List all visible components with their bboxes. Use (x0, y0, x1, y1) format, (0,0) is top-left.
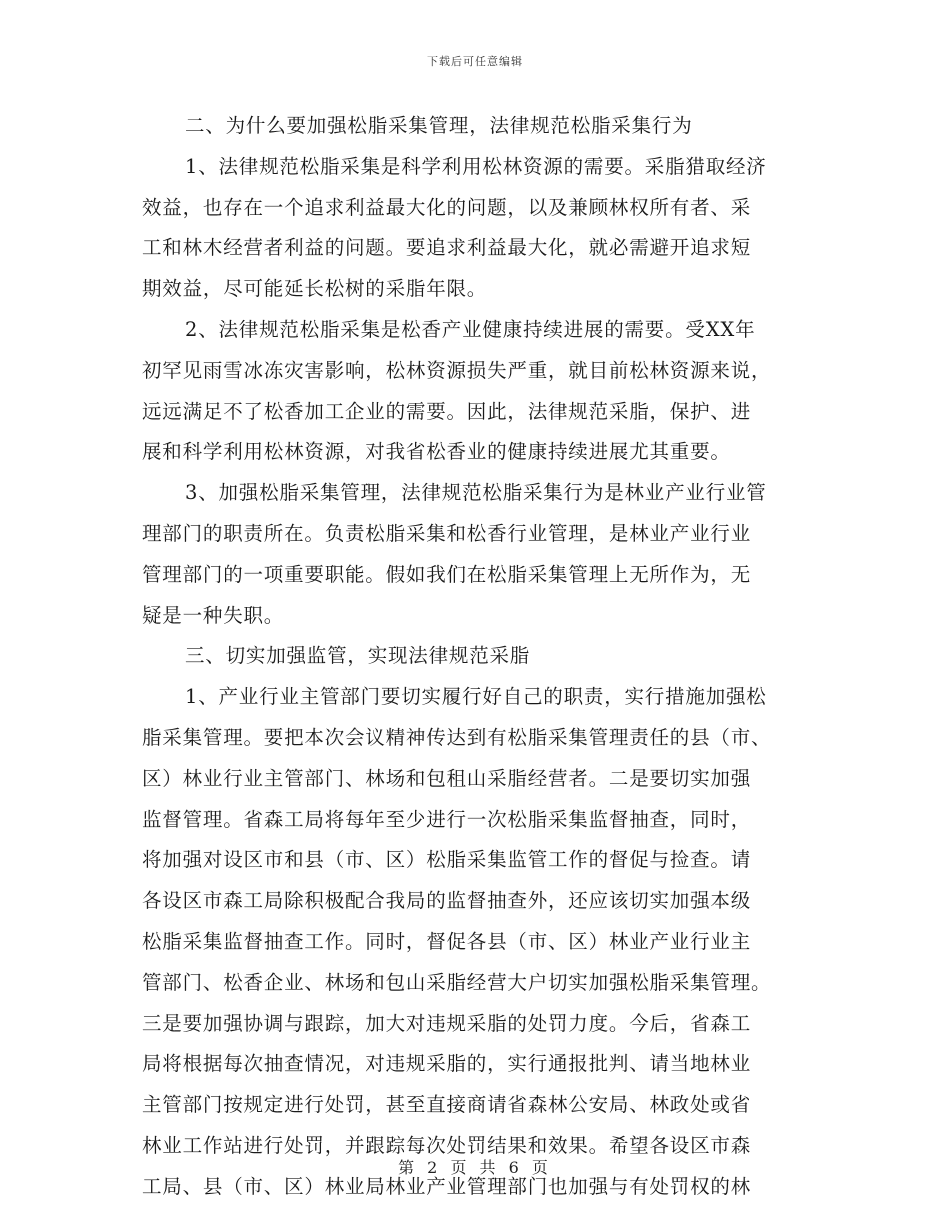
text-line-14: 三、切实加强监管，实现法律规范采脂 (185, 644, 531, 668)
text-line-20: 各设区市森工局除积极配合我局的监督抽查外，还应该切实加强本级 (142, 889, 752, 913)
text-line-19: 将加强对设区市和县（市、区）松脂采集监管工作的督促与捡查。请 (142, 848, 752, 872)
text-line-12: 管理部门的一项重要职能。假如我们在松脂采集管理上无所作为，无 (142, 562, 752, 586)
text-line-5: 期效益，尽可能延长松树的采脂年限。 (142, 277, 488, 301)
text-line-3: 效益，也存在一个追求利益最大化的问题，以及兼顾林权所有者、采 (142, 195, 752, 219)
text-line-26: 林业工作站进行处罚，并跟踪每次处罚结果和效果。希望各设区市森 (142, 1133, 752, 1157)
text-line-15: 1、产业行业主管部门要切实履行好自己的职责，实行措施加强松 (185, 685, 767, 709)
text-line-10: 3、加强松脂采集管理，法律规范松脂采集行为是林业产业行业管 (185, 481, 767, 505)
text-line-7: 初罕见雨雪冰冻灾害影响，松林资源损失严重，就目前松林资源来说， (142, 358, 772, 382)
text-line-24: 局将根据每次抽查情况，对违规采脂的，实行通报批判、请当地林业 (142, 1052, 752, 1076)
text-line-18: 监督管理。省森工局将每年至少进行一次松脂采集监督抽查，同时， (142, 807, 752, 831)
text-line-11: 理部门的职责所在。负责松脂采集和松香行业管理，是林业产业行业 (142, 521, 752, 545)
page-number-footer: 第 2 页 共 6 页 (398, 1158, 552, 1177)
text-line-27: 工局、县（市、区）林业局林业产业管理部门也加强与有处罚权的林 (142, 1174, 752, 1198)
text-line-6: 2、法律规范松脂采集是松香产业健康持续进展的需要。受XX年 (185, 317, 756, 341)
document-body (142, 106, 806, 1208)
text-line-4: 工和林木经营者利益的问题。要追求利益最大化，就必需避开追求短 (142, 236, 752, 260)
text-line-22: 管部门、松香企业、林场和包山采脂经营大户切实加强松脂采集管理。 (142, 970, 772, 994)
text-line-8: 远远满足不了松香加工企业的需要。因此，法律规范采脂，保护、进 (142, 399, 752, 423)
text-line-16: 脂采集管理。要把本次会议精神传达到有松脂采集管理责任的县（市、 (142, 725, 772, 749)
text-line-1: 二、为什么要加强松脂采集管理，法律规范松脂采集行为 (185, 114, 693, 137)
text-line-23: 三是要加强协调与跟踪，加大对违规采脂的处罚力度。今后，省森工 (142, 1011, 752, 1035)
text-line-2: 1、法律规范松脂采集是科学利用松林资源的需要。采脂猎取经济 (185, 154, 767, 178)
text-line-9: 展和科学利用松林资源，对我省松香业的健康持续进展尤其重要。 (142, 440, 731, 464)
text-line-21: 松脂采集监督抽查工作。同时，督促各县（市、区）林业产业行业主 (142, 929, 752, 953)
text-line-17: 区）林业行业主管部门、林场和包租山采脂经营者。二是要切实加强 (142, 766, 752, 790)
text-line-25: 主管部门按规定进行处罚，甚至直接商请省森林公安局、林政处或省 (142, 1093, 752, 1117)
page-header: 下载后可任意编辑 (427, 55, 523, 68)
text-line-13: 疑是一种失职。 (142, 603, 285, 627)
